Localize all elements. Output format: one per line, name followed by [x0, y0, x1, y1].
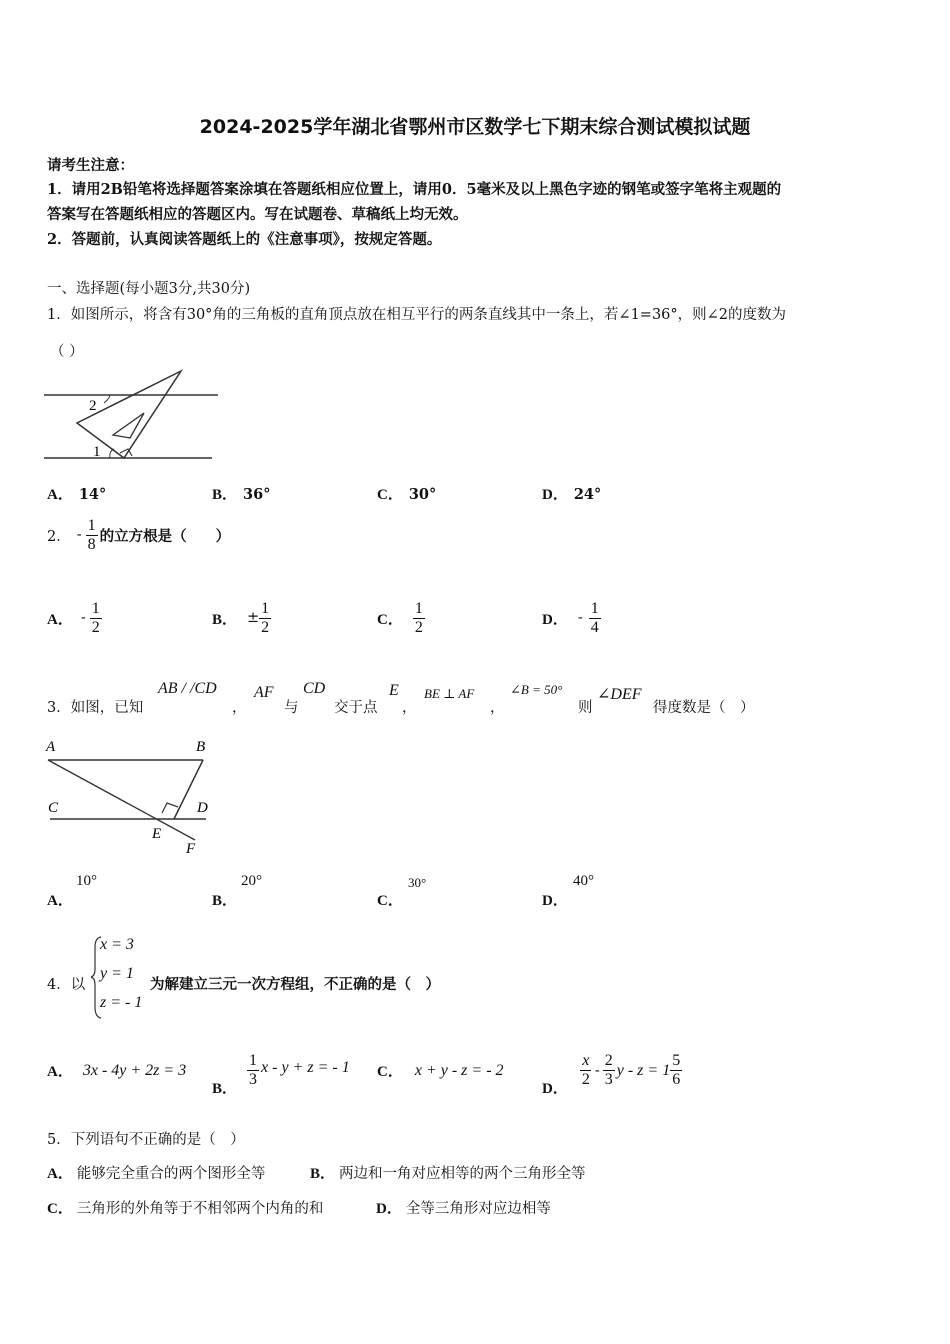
q3-option-b-value: 20°	[241, 873, 262, 889]
q4-sys-x: x = 3	[100, 936, 134, 953]
notice-line-1: 1．请用2B铅笔将选择题答案涂填在答题纸相应位置上，请用0．5毫米及以上黑色字迹的钢笔或签字笔将主观题的	[47, 181, 782, 198]
q3-math-parallel: AB / /CD	[158, 680, 217, 697]
fig3-label-b: B	[196, 739, 206, 755]
q1-option-d[interactable]: D． 24°	[542, 486, 602, 503]
q5-option-c[interactable]: C． 三角形的外角等于不相邻两个内角的和	[47, 1201, 324, 1217]
q3-option-d[interactable]: D．	[542, 893, 568, 909]
q3-word-with: 与	[284, 700, 299, 716]
q4-sys-y: y = 1	[100, 965, 134, 982]
q4-option-d[interactable]: D． $\frac{x}{2}$ - $\frac{2}{3}$ y - z = 1 $\frac{5}{6}$	[542, 1052, 681, 1097]
q2-option-a[interactable]: A． - $\frac{1}{2}$	[47, 600, 100, 636]
fig1-label-2: 2	[89, 398, 97, 414]
fig3-label-d: D	[197, 800, 208, 816]
q5-option-d[interactable]: D． 全等三角形对应边相等	[376, 1201, 551, 1217]
q3-word-intersect: 交于点	[334, 700, 378, 716]
q5-option-a[interactable]: A． 能够完全重合的两个图形全等	[47, 1166, 266, 1182]
q4-suffix: 为解建立三元一次方程组，不正确的是（ ）	[150, 976, 440, 993]
q2-option-d[interactable]: D． - $\frac{1}{4}$	[542, 600, 599, 636]
q1-figure	[40, 365, 225, 465]
q2-stem: 2． - $\frac{1}{8}$ 的立方根是（ ）	[47, 517, 231, 553]
notice-line-2: 2．答题前，认真阅读答题纸上的《注意事项》，按规定答题。	[47, 231, 442, 248]
fig1-label-1: 1	[93, 444, 101, 460]
notice-line-1b: 答案写在答题纸相应的答题区内。写在试题卷、草稿纸上均无效。	[47, 206, 468, 223]
q3-math-e: E	[389, 682, 399, 699]
q4-option-c[interactable]: C． x + y - z = - 2	[377, 1061, 504, 1080]
q3-option-a-value: 10°	[76, 873, 97, 889]
q3-math-angle-b: ∠B = 50°	[510, 682, 563, 697]
section-heading: 一、选择题(每小题3分,共30分)	[47, 281, 251, 297]
fig3-label-f: F	[186, 841, 196, 857]
q1-paren: （ ）	[50, 344, 84, 360]
q3-math-af: AF	[254, 684, 274, 701]
q3-math-cd: CD	[303, 680, 326, 697]
q5-option-b[interactable]: B． 两边和一角对应相等的两个三角形全等	[310, 1166, 586, 1182]
q4-sys-z: z = - 1	[100, 994, 143, 1011]
q1-option-b[interactable]: B． 36°	[212, 486, 271, 503]
q3-math-perp: BE ⊥ AF	[424, 686, 475, 701]
fig3-label-e: E	[152, 826, 162, 842]
q2-option-c[interactable]: C． $\frac{1}{2}$	[377, 600, 423, 636]
q1-text: 1．如图所示，将含有30°角的三角板的直角顶点放在相互平行的两条直线其中一条上，若∠1=36°，则∠2的度数为	[47, 307, 787, 323]
q3-option-c[interactable]: C．	[377, 893, 403, 909]
q3-option-a[interactable]: A．	[47, 893, 73, 909]
fig3-label-a: A	[46, 739, 56, 755]
q3-option-c-value: 30°	[408, 875, 427, 890]
q3-comma-1: ，	[232, 700, 247, 716]
q3-math-def: ∠DEF	[597, 686, 642, 703]
q3-comma-3: ，	[490, 700, 505, 716]
q3-comma-2: ，	[402, 700, 417, 716]
q3-option-d-value: 40°	[573, 873, 594, 889]
q1-option-c[interactable]: C． 30°	[377, 486, 437, 503]
q4-option-a[interactable]: A． 3x - 4y + 2z = 3	[47, 1061, 187, 1080]
q3-option-b[interactable]: B．	[212, 893, 238, 909]
q4-option-b[interactable]: B． $\frac{1}{3}$ x - y + z = - 1	[212, 1052, 350, 1097]
q4-prefix: 4．以	[47, 977, 86, 993]
q3-prefix: 3．如图，已知	[47, 700, 144, 716]
q3-word-then: 则	[578, 700, 593, 716]
q5-text: 5．下列语句不正确的是（ ）	[47, 1132, 245, 1148]
fig3-label-c: C	[48, 800, 59, 816]
q3-figure	[40, 735, 220, 860]
q1-option-a[interactable]: A． 14°	[47, 486, 107, 503]
q2-option-b[interactable]: B． ± $\frac{1}{2}$	[212, 600, 270, 636]
notice-heading: 请考生注意：	[47, 157, 134, 174]
q3-suffix: 得度数是（ ）	[653, 700, 755, 716]
page-title: 2024-2025学年湖北省鄂州市区数学七下期末综合测试模拟试题	[199, 116, 751, 138]
